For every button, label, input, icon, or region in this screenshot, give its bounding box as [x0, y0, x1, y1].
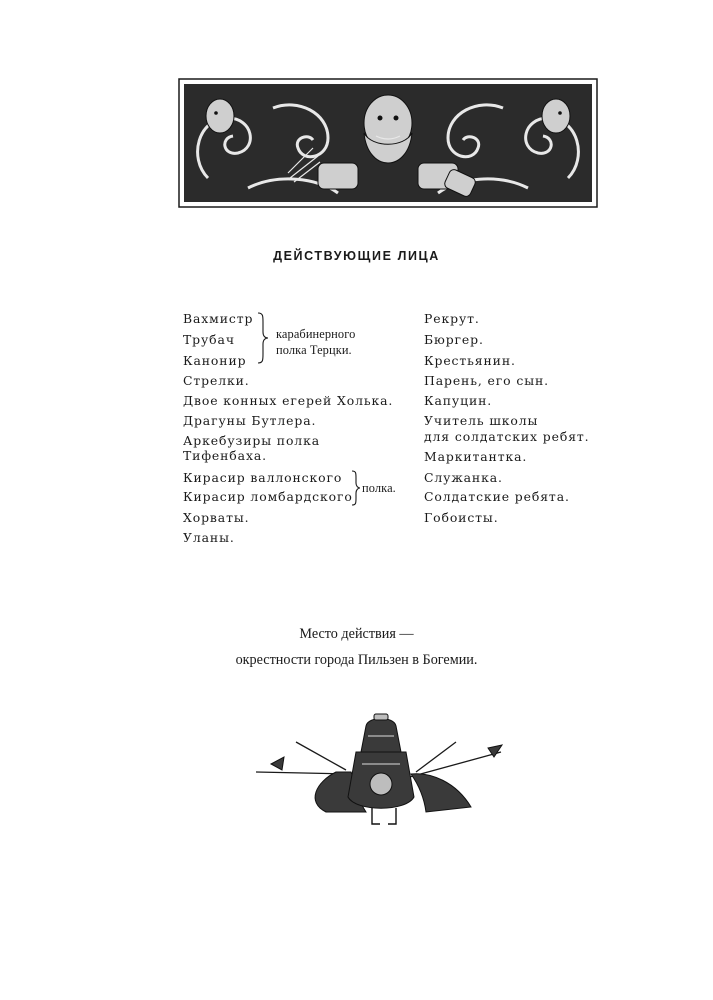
group-note: карабинерного: [276, 327, 356, 341]
cast-entry: Аркебузиры полка: [183, 433, 321, 448]
cast-heading: ДЕЙСТВУЮЩИЕ ЛИЦА: [273, 249, 440, 263]
armor-vignette: [256, 712, 506, 842]
setting-line: Место действия —: [299, 626, 414, 642]
cast-entry: Трубач: [183, 332, 235, 347]
cast-entry: Парень, его сын.: [424, 373, 549, 388]
cast-entry: Тифенбаха.: [183, 448, 267, 463]
armor-trophy-icon: [256, 712, 506, 842]
cast-entry: Уланы.: [183, 530, 235, 545]
group-note: полка.: [362, 481, 396, 495]
cast-entry: Крестьянин.: [424, 353, 516, 368]
cast-entry: Канонир: [183, 353, 247, 368]
cast-entry: Гобоисты.: [424, 510, 499, 525]
cast-entry: Рекрут.: [424, 311, 480, 326]
group-brace-icon: [256, 312, 270, 364]
cast-entry: Капуцин.: [424, 393, 493, 408]
cast-entry: Вахмистр: [183, 311, 254, 326]
cast-entry: для солдатских ребят.: [424, 429, 590, 444]
cast-entry: Стрелки.: [183, 373, 250, 388]
ornament-graphic: [178, 78, 598, 208]
cast-entry: Солдатские ребята.: [424, 489, 570, 504]
cast-entry: Кирасир ломбардского: [183, 489, 353, 504]
group-brace-icon: [350, 470, 362, 506]
cast-entry: Бюргер.: [424, 332, 484, 347]
header-ornament: [178, 78, 598, 208]
setting-line: окрестности города Пильзен в Богемии.: [235, 652, 478, 668]
cast-entry: Учитель школы: [424, 413, 539, 428]
cast-entry: Служанка.: [424, 470, 503, 485]
cast-entry: Кирасир валлонского: [183, 470, 343, 485]
group-note: полка Терцки.: [276, 343, 352, 357]
cast-entry: Маркитантка.: [424, 449, 528, 464]
cast-entry: Драгуны Бутлера.: [183, 413, 317, 428]
cast-entry: Хорваты.: [183, 510, 250, 525]
cast-entry: Двое конных егерей Холька.: [183, 393, 394, 408]
